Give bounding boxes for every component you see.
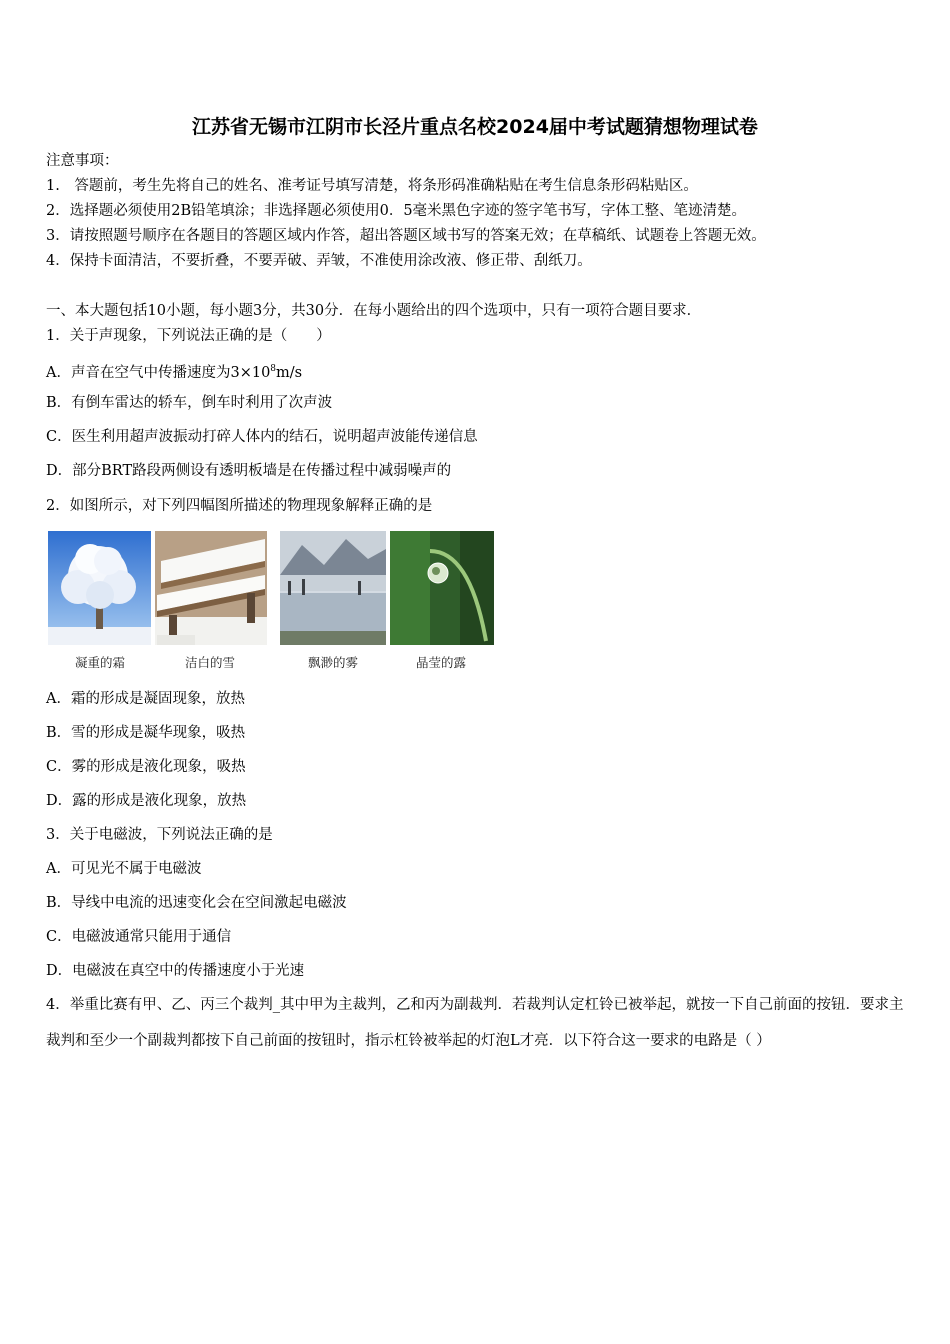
q1-option-a-text: A．声音在空气中传播速度为3×10	[46, 365, 271, 381]
caption-dew: 晶莹的露	[415, 655, 466, 670]
q1-option-a-exponent: 8	[270, 364, 277, 374]
caption-fog: 飘渺的雾	[307, 655, 358, 670]
q1-option-c: C．医生利用超声波振动打碎人体内的结石，说明超声波能传递信息	[46, 429, 478, 445]
notice-item-3: 3．请按照题号顺序在各题目的答题区域内作答，超出答题区域书写的答案无效；在草稿纸、试题卷上答题无效。	[46, 228, 766, 244]
q1-option-a-unit: m/s	[276, 365, 303, 381]
q3-option-d: D．电磁波在真空中的传播速度小于光速	[46, 963, 305, 979]
q1-stem: 1．关于声现象，下列说法正确的是（ ）	[46, 328, 331, 344]
q4-stem: 4．举重比赛有甲、乙、丙三个裁判_其中甲为主裁判，乙和丙为副裁判．若裁判认定杠铃已被举起，就按一下自己前面的按钮．要求主裁判和至少一个副裁判都按下自己前面的按钮时，指示杠铃被举起的灯泡L才亮．以下符合这一要求的电路是（ ）	[46, 997, 904, 1049]
q3-stem: 3．关于电磁波，下列说法正确的是	[46, 827, 273, 843]
q3-option-c: C．电磁波通常只能用于通信	[46, 929, 232, 945]
notice-heading: 注意事项：	[46, 153, 119, 169]
dew-photo	[390, 531, 494, 645]
exam-title: 江苏省无锡市江阴市长泾片重点名校2024届中考试题猜想物理试卷	[192, 116, 758, 138]
q2-stem: 2．如图所示，对下列四幅图所描述的物理现象解释正确的是	[46, 498, 433, 514]
notice-item-2: 2．选择题必须使用2B铅笔填涂；非选择题必须使用0．5毫米黑色字迹的签字笔书写，字体工整、笔迹清楚。	[46, 203, 747, 219]
notice-item-1: 1. 答题前，考生先将自己的姓名、准考证号填写清楚，将条形码准确粘贴在考生信息条形码粘贴区。	[46, 178, 698, 194]
caption-frost: 凝重的霜	[74, 655, 125, 670]
section-1-heading: 一、本大题包括10小题，每小题3分，共30分．在每小题给出的四个选项中，只有一项符合题目要求．	[46, 303, 702, 319]
q2-option-b: B．雪的形成是凝华现象，吸热	[46, 725, 246, 741]
q2-option-c: C．雾的形成是液化现象，吸热	[46, 759, 246, 775]
q3-option-b: B．导线中电流的迅速变化会在空间激起电磁波	[46, 895, 347, 911]
snow-photo	[155, 531, 267, 645]
q2-option-d: D．露的形成是液化现象，放热	[46, 793, 247, 809]
frost-photo	[48, 531, 151, 645]
q1-option-d: D．部分BRT路段两侧设有透明板墙是在传播过程中减弱噪声的	[46, 463, 452, 479]
q2-figure	[48, 531, 494, 671]
q3-option-a: A．可见光不属于电磁波	[46, 861, 202, 877]
fog-photo	[280, 531, 386, 645]
q1-option-a	[46, 359, 302, 383]
q2-option-a: A．霜的形成是凝固现象，放热	[46, 691, 245, 707]
caption-snow: 洁白的雪	[184, 655, 235, 670]
notice-item-4: 4．保持卡面清洁，不要折叠，不要弄破、弄皱，不准使用涂改液、修正带、刮纸刀。	[46, 253, 592, 269]
q1-option-b: B．有倒车雷达的轿车，倒车时利用了次声波	[46, 395, 333, 411]
